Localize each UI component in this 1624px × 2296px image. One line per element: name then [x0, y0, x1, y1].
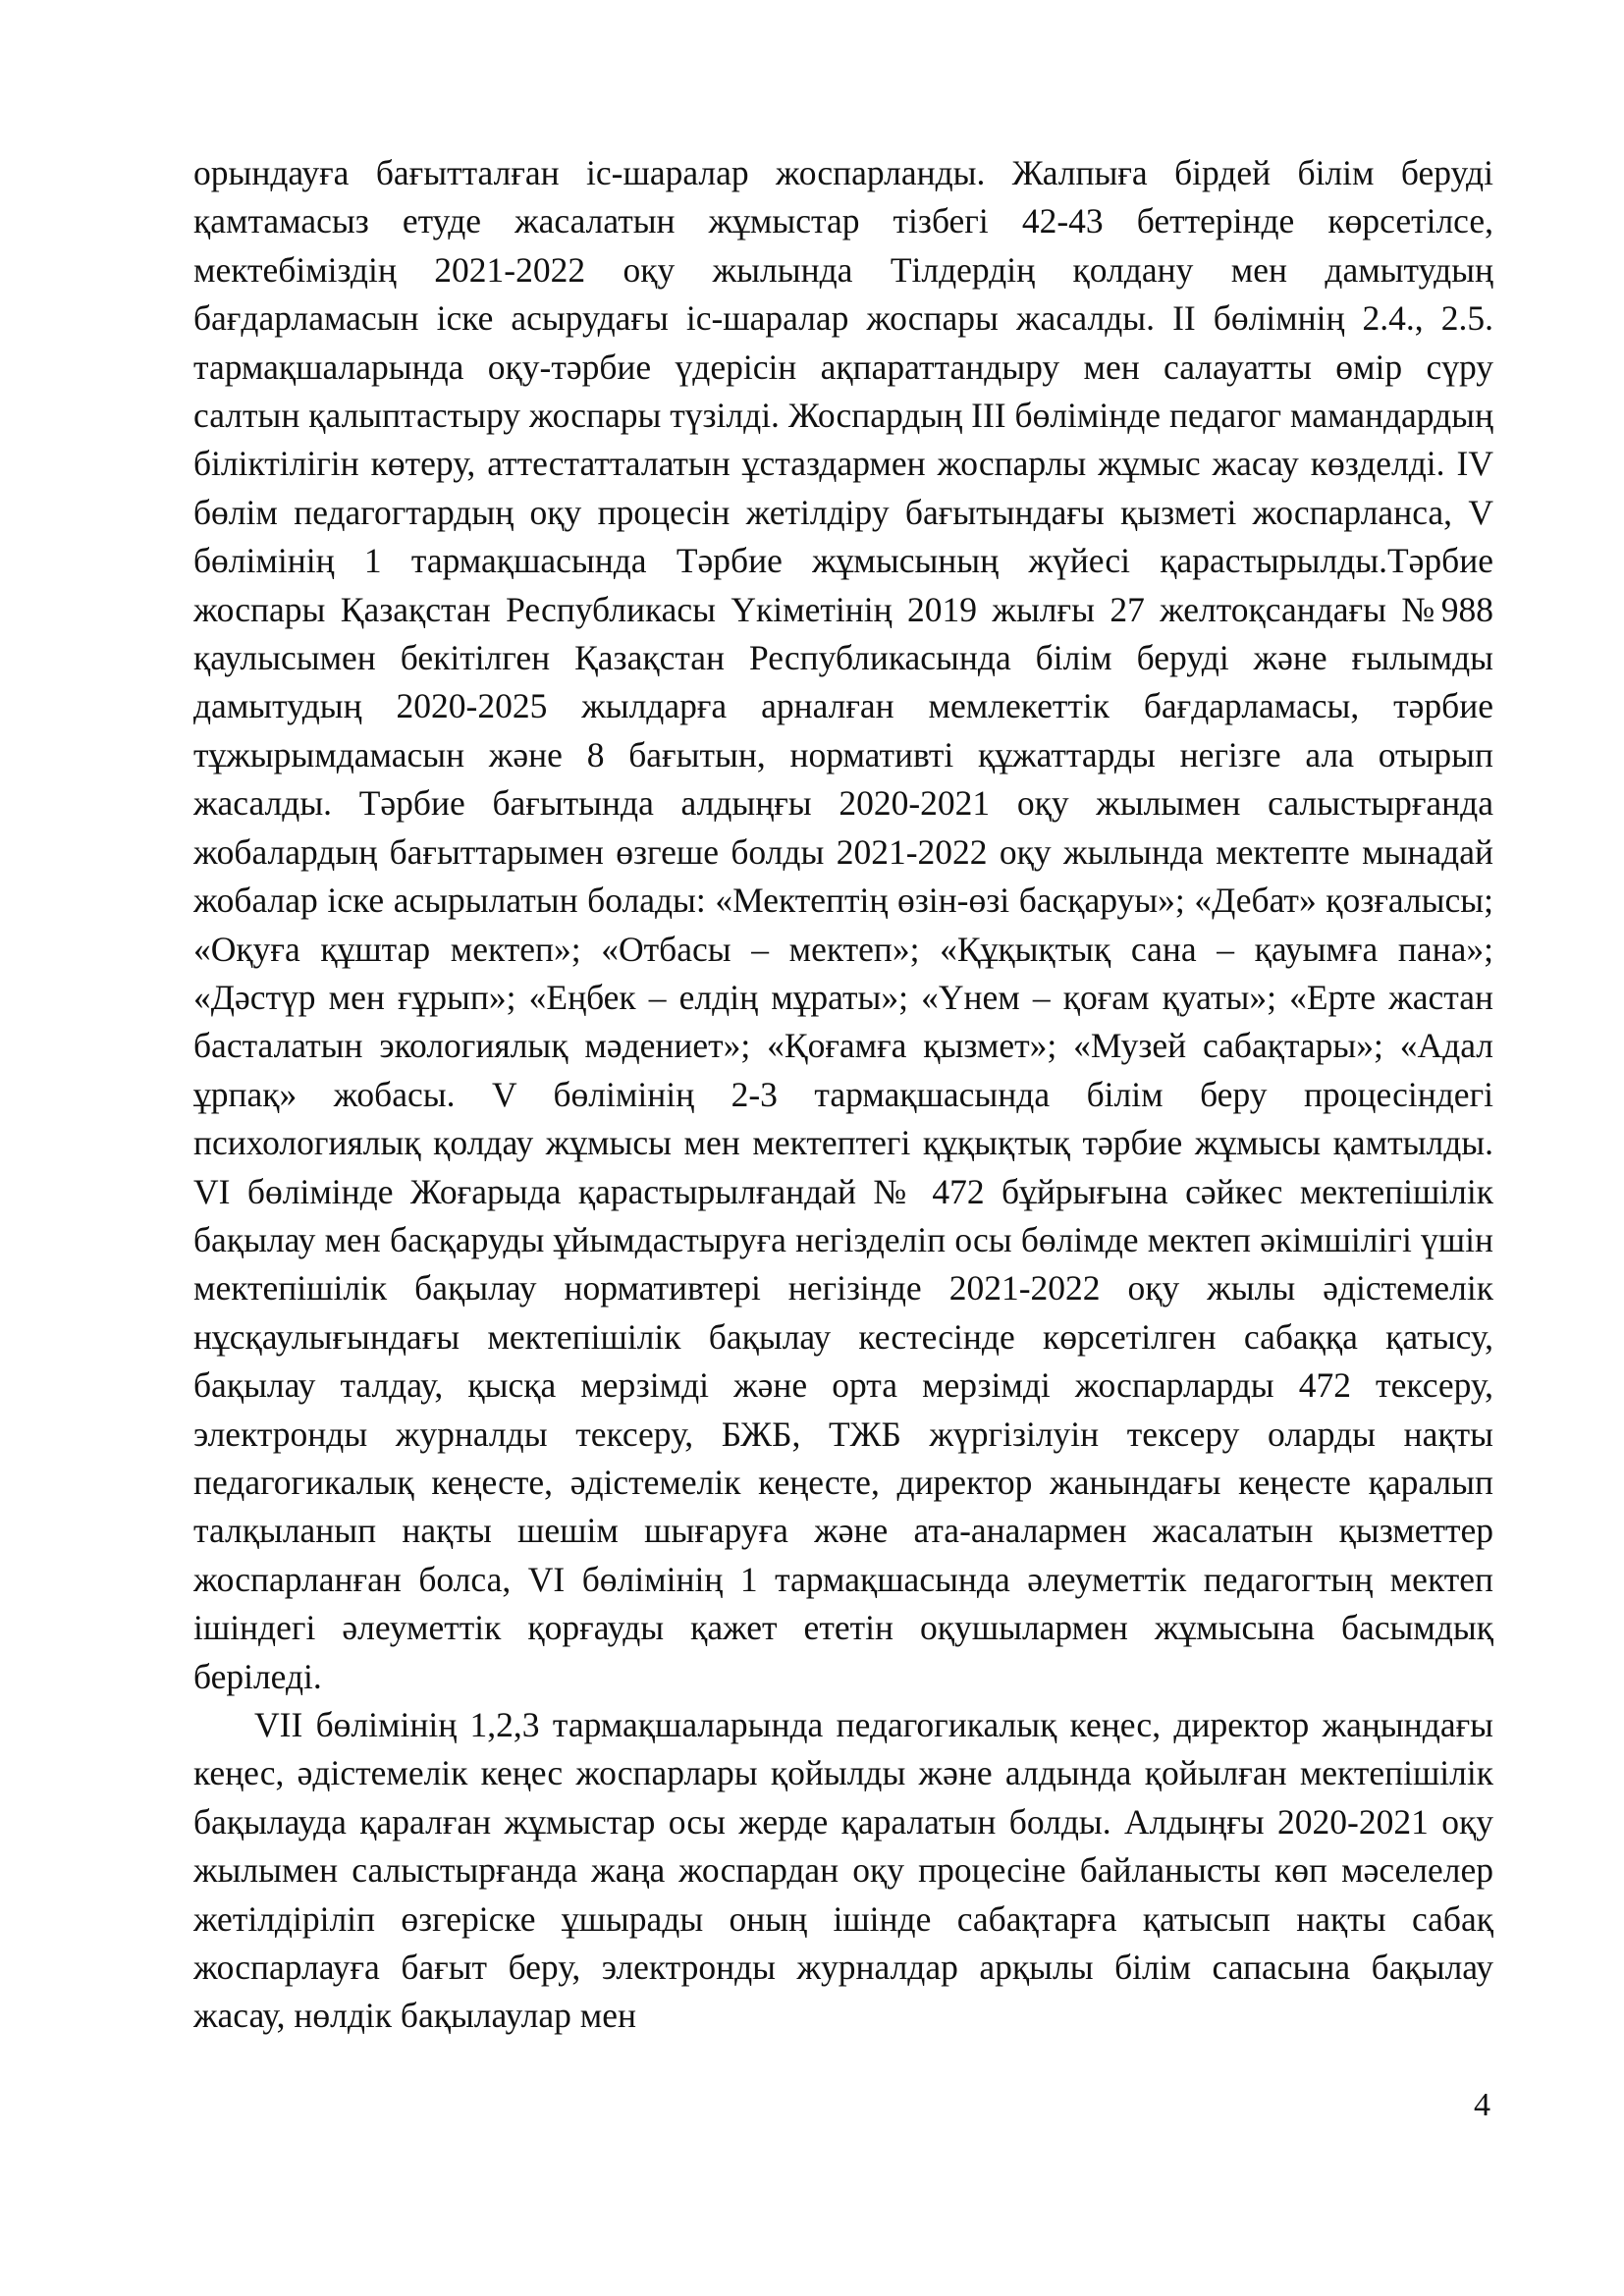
page-body [193, 149, 1493, 2041]
paragraph-2: VІІ бөлімінің 1,2,3 тармақшаларында педагогикалық кеңес, директор жаңындағы кеңес, әдістемелік кеңес жоспарлары қойылды және алдында қойылған мектепішілік бақылауда қаралған жұмыстар осы жерде қаралатын болды. Алдыңғы 2020-2021 оқу жылымен салыстырғанда жаңа жоспардан оқу процесіне байланысты көп мәселелер жетілдіріліп өзгеріске ұшырады оның ішінде сабақтарға қатысып нақты сабақ жоспарлауға бағыт беру, электронды журналдар арқылы білім сапасына бақылау жасау, нөлдік бақылаулар мен [193, 1705, 1493, 2036]
paragraph-1: орындауға бағытталған іс-шаралар жоспарланды. Жалпыға бірдей білім беруді қамтамасыз етуде жасалатын жұмыстар тізбегі 42-43 беттерінде көрсетілсе, мектебіміздің 2021-2022 оқу жылында Тілдердің қолдану мен дамытудың бағдарламасын іске асырудағы іс-шаралар жоспары жасалды. ІІ бөлімнің 2.4., 2.5. тармақшаларында оқу-тәрбие үдерісін ақпараттандыру мен салауатты өмір сүру салтын қалыптастыру жоспары түзілді. Жоспардың ІІІ бөлімінде педагог мамандардың біліктілігін көтеру, аттестатталатын ұстаздармен жоспарлы жұмыс жасау көзделді. ІV бөлім педагогтардың оқу процесін жетілдіру бағытындағы қызметі жоспарланса, V бөлімінің 1 тармақшасында Тәрбие жұмысының жүйесі қарастырылды.Тәрбие жоспары Қазақстан Республикасы Үкіметінің 2019 жылғы 27 желтоқсандағы №988 қаулысымен бекітілген Қазақстан Республикасында білім беруді және ғылымды дамытудың 2020-2025 жылдарға арналған мемлекеттік бағдарламасы, тәрбие тұжырымдамасын және 8 бағытын, нормативті құжаттарды негізге ала отырып жасалды. Тәрбие бағытында алдыңғы 2020-2021 оқу жылымен салыстырғанда жобалардың бағыттарымен өзгеше болды 2021-2022 оқу жылында мектепте мынадай жобалар іске асырылатын болады: «Мектептің өзін-өзі басқаруы»; «Дебат» қозғалысы; «Оқуға құштар мектеп»; «Отбасы – мектеп»; «Құқықтық сана – қауымға пана»; «Дәстүр мен ғұрып»; «Еңбек – елдің мұраты»; «Үнем – қоғам қуаты»; «Ерте жастан басталатын экологиялық мәдениет»; «Қоғамға қызмет»; «Музей сабақтары»; «Адал ұрпақ» жобасы. V бөлімінің 2-3 тармақшасында білім беру процесіндегі психологиялық қолдау жұмысы мен мектептегі құқықтық тәрбие жұмысы қамтылды. VІ бөлімінде Жоғарыда қарастырылғандай № 472 бұйрығына сәйкес мектепішілік бақылау мен басқаруды ұйымдастыруға негізделіп осы бөлімде мектеп әкімшілігі үшін мектепішілік бақылау нормативтері негізінде 2021-2022 оқу жылы әдістемелік нұсқаулығындағы мектепішілік бақылау кестесінде көрсетілген сабаққа қатысу, бақылау талдау, қысқа мерзімді және орта мерзімді жоспарларды 472 тексеру, электронды журналды тексеру, БЖБ, ТЖБ жүргізілуін тексеру оларды нақты педагогикалық кеңесте, әдістемелік кеңесте, директор жанындағы кеңесте қаралып талқыланып нақты шешім шығаруға және ата-аналармен жасалатын қызметтер жоспарланған болса, VІ бөлімінің 1 тармақшасында әлеуметтік педагогтың мектеп ішіндегі әлеуметтік қорғауды қажет ететін оқушылармен жұмысына басымдық беріледі. [193, 153, 1493, 1696]
page-number: 4 [1474, 2087, 1490, 2123]
